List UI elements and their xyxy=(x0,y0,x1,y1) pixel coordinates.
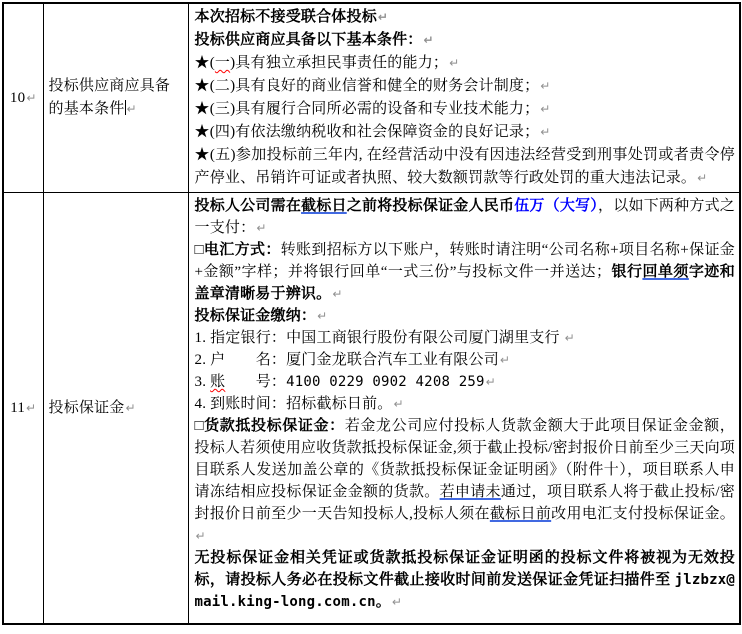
paragraph xyxy=(195,305,736,327)
arrival-time: 4. 到账时间：招标截标日前。 xyxy=(194,396,393,412)
paragraph-mark-icon: ↵ xyxy=(697,171,708,185)
paragraph-mark-icon: ↵ xyxy=(393,397,404,411)
paragraph xyxy=(195,415,736,547)
paragraph-mark-icon: ↵ xyxy=(126,102,137,116)
spellcheck-flagged-text: 一 xyxy=(214,55,231,71)
paragraph xyxy=(9,397,38,419)
text-run: ★(五)参加投标前三年内, 在经营活动中没有因违法经营受到刑事处罚或者责令停产停业、吊销许可证或者执照、较大数额罚款等行政处罚的重大违法记录。 xyxy=(194,147,735,186)
text-run: 之前将投标保证金人民币 xyxy=(346,198,515,214)
wire-transfer-label: □电汇方式： xyxy=(194,242,281,258)
row-number: 10 xyxy=(9,89,26,106)
paragraph-mark-icon: ↵ xyxy=(26,400,37,415)
paragraph xyxy=(195,195,736,239)
deadline-term-text: 截标日 xyxy=(301,198,347,214)
paragraph-mark-icon: ↵ xyxy=(449,56,460,70)
paragraph xyxy=(195,29,736,52)
paragraph xyxy=(195,239,736,305)
text-run: 若金龙公司应付投标人货款金额大于此项目保证金金额，投标人若须使用应收货款抵投标保证金,须于截止投标/密封报价日前至少三天向项目联系人发送加盖公章的《货款抵投标保证金证明函》（附件十），项目联系人申请冻结相应投标保证金金额的货款。 xyxy=(194,418,735,500)
row-10-body-cell[interactable] xyxy=(188,3,740,193)
paragraph xyxy=(195,98,736,121)
invalid-bid-warning: 无投标保证金相关凭证或货款抵投标保证金证明函的投标文件将被视为无效投标，请投标人务必在投标文件截止接收时间前发送保证金凭证扫描件至 xyxy=(194,550,735,588)
table-row-11 xyxy=(3,193,740,624)
paragraph xyxy=(195,327,736,349)
paragraph-mark-icon: ↵ xyxy=(377,10,389,24)
receipt-term-text: 回单须 xyxy=(642,264,689,280)
text-run: 字迹和盖章清晰易于辨识。 xyxy=(194,264,735,302)
table-row-10 xyxy=(3,3,740,193)
text-run: 银行 xyxy=(611,264,643,280)
paragraph xyxy=(195,371,736,393)
tender-conditions-table xyxy=(2,2,741,625)
paragraph-mark-icon: ↵ xyxy=(423,33,434,47)
bid-bond-amount: 伍万（大写） xyxy=(514,198,599,214)
text-run: 改用电汇支付投标保证金。 xyxy=(551,506,735,522)
deposit-payment-heading: 投标保证金缴纳： xyxy=(194,308,317,324)
paragraph-mark-icon: ↵ xyxy=(332,287,343,301)
row-10-number-cell[interactable] xyxy=(3,3,43,193)
row-10-title-cell[interactable] xyxy=(43,3,188,193)
paragraph-mark-icon: ↵ xyxy=(540,125,551,139)
row-number: 11 xyxy=(10,399,26,416)
payment-offset-label: □货款抵投标保证金： xyxy=(194,418,345,434)
paragraph-mark-icon: ↵ xyxy=(540,102,551,116)
bank-name: 1. 指定银行：中国工商银行股份有限公司厦门湖里支行 xyxy=(194,330,564,346)
text-run: ，以如下两种方式之一支付： xyxy=(194,198,736,236)
paragraph xyxy=(195,393,736,415)
paragraph xyxy=(195,547,736,613)
row-11-body-cell[interactable] xyxy=(188,193,740,624)
paragraph-mark-icon: ↵ xyxy=(564,331,575,345)
paragraph-mark-icon: ↵ xyxy=(391,595,403,609)
paragraph xyxy=(195,52,736,75)
document-page xyxy=(0,2,742,634)
text-run: 投标供应商应具备以下基本条件： xyxy=(194,32,423,48)
paragraph-mark-icon: ↵ xyxy=(195,529,206,543)
text-run: )具有独立承担民事责任的能力； xyxy=(230,55,449,71)
email-address: jlzbzx@mail.king-long.com.cn xyxy=(194,572,735,610)
paragraph xyxy=(195,75,736,98)
paragraph-mark-icon: ↵ xyxy=(26,90,37,105)
text-run: ★(二)具有良好的商业信誉和健全的财务会计制度； xyxy=(194,78,540,94)
text-run: 3. xyxy=(194,374,211,390)
paragraph-mark-icon: ↵ xyxy=(499,353,511,367)
paragraph xyxy=(195,144,736,190)
application-term-text: 若申请未 xyxy=(439,484,501,500)
paragraph xyxy=(195,6,736,29)
text-run: ★( xyxy=(194,55,215,71)
paragraph xyxy=(49,397,183,419)
text-run: ★(三)具有履行合同所必需的设备和专业技术能力； xyxy=(194,101,540,117)
row-title: 投标供应商应具备的基本条件 xyxy=(48,78,171,117)
text-run: 号： xyxy=(225,374,287,390)
text-run: ★(四)有依法缴纳税收和社会保障资金的良好记录； xyxy=(194,124,540,140)
paragraph xyxy=(195,349,736,371)
paragraph xyxy=(9,87,38,110)
paragraph-mark-icon: ↵ xyxy=(540,79,551,93)
text-run: 通过，项目联系人将于截止投标/密封报价日前至少一天告知投标人,投标人须在 xyxy=(194,484,736,522)
text-run: 投标人公司需在 xyxy=(194,198,302,214)
row-11-title-cell[interactable] xyxy=(43,193,188,624)
paragraph-mark-icon: ↵ xyxy=(485,375,496,389)
text-run: 转账到招标方以下账户，转账时请注明“公司名称+项目名称+保证金+金额”字样；并将银行回单“一式三份”与投标文件一并送达； xyxy=(194,242,735,280)
spellcheck-flagged-text: 账 xyxy=(210,374,226,390)
account-number: 4100 0229 0902 4208 259 xyxy=(286,374,485,390)
deadline-term-text: 截标日前 xyxy=(489,506,552,522)
paragraph xyxy=(195,121,736,144)
row-title: 投标保证金 xyxy=(48,399,125,416)
account-holder-name: 2. 户 名：厦门金龙联合汽车工业有限公司 xyxy=(194,352,499,368)
text-run: 。 xyxy=(375,594,391,610)
paragraph xyxy=(49,75,183,121)
row-11-number-cell[interactable] xyxy=(3,193,43,624)
paragraph-mark-icon: ↵ xyxy=(256,221,267,235)
text-run: 本次招标不接受联合体投标 xyxy=(194,9,377,25)
paragraph-mark-icon: ↵ xyxy=(125,400,136,415)
paragraph-mark-icon: ↵ xyxy=(317,309,328,323)
